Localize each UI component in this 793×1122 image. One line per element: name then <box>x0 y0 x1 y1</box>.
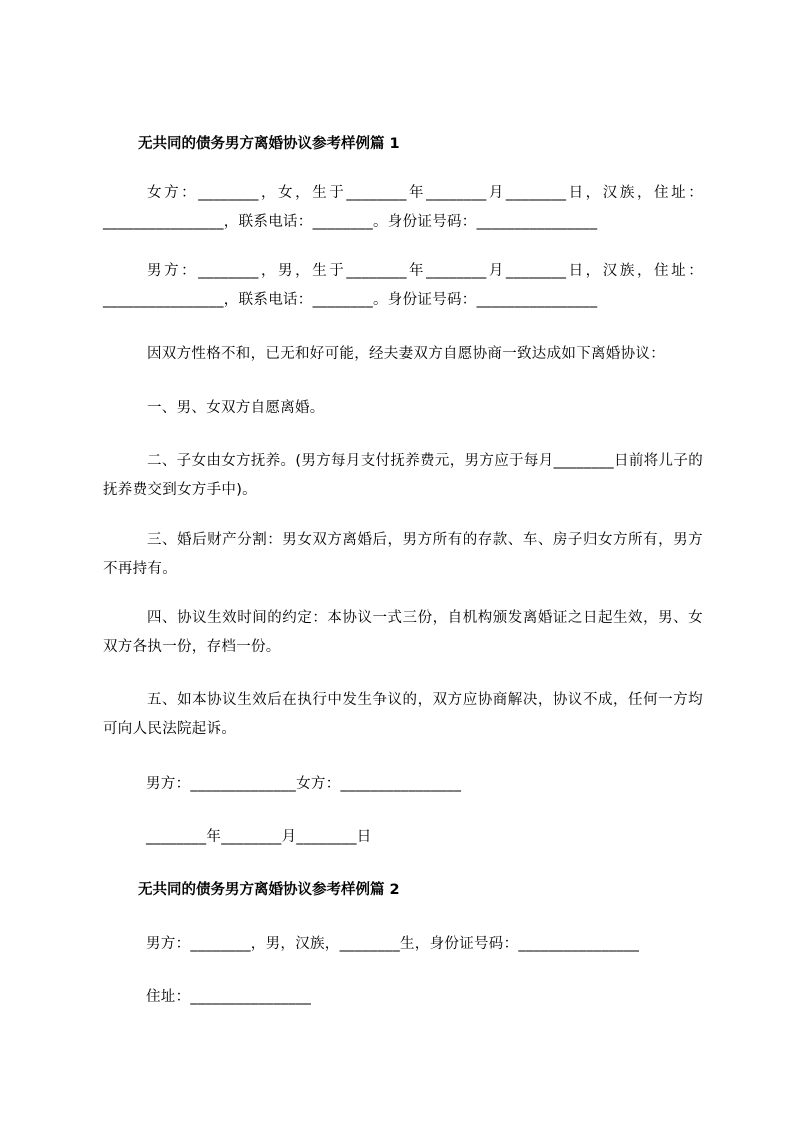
clause-2: 二、子女由女方抚养。(男方每月支付抚养费元，男方应于每月________日前将儿子的抚养费交到女方手中)。 <box>103 453 703 498</box>
date-line: ________年________月________日 <box>146 829 372 845</box>
intro-paragraph: 因双方性格不和，已无和好可能，经夫妻双方自愿协商一致达成如下离婚协议： <box>147 346 665 362</box>
clause-1: 一、男、女双方自愿离婚。 <box>147 400 325 416</box>
address-line: 住址：________________ <box>146 989 312 1005</box>
clause-5: 五、如本协议生效后在执行中发生争议的，双方应协商解决，协议不成，任何一方均可向人民法院起诉。 <box>103 692 703 737</box>
section-title-2: 无共同的债务男方离婚协议参考样例篇 2 <box>138 882 400 898</box>
section-title-1: 无共同的债务男方离婚协议参考样例篇 1 <box>138 136 400 152</box>
clause-4: 四、协议生效时间的约定：本协议一式三份，自机构颁发离婚证之日起生效，男、女双方各执一份，存档一份。 <box>103 610 703 655</box>
female-party-info: 女方：________，女，生于________年________月________日，汉族，住址：________________，联系电话：________。身份证号码：________________ <box>103 185 703 230</box>
male-party-info-2: 男方：________，男，汉族，________生，身份证号码：________________ <box>146 936 640 952</box>
signature-line: 男方：______________女方：________________ <box>146 776 462 792</box>
clause-3: 三、婚后财产分割：男女双方离婚后，男方所有的存款、车、房子归女方所有，男方不再持有。 <box>103 532 703 577</box>
male-party-info: 男方：________，男，生于________年________月________日，汉族，住址：________________，联系电话：________。身份证号码：________________ <box>103 263 703 308</box>
